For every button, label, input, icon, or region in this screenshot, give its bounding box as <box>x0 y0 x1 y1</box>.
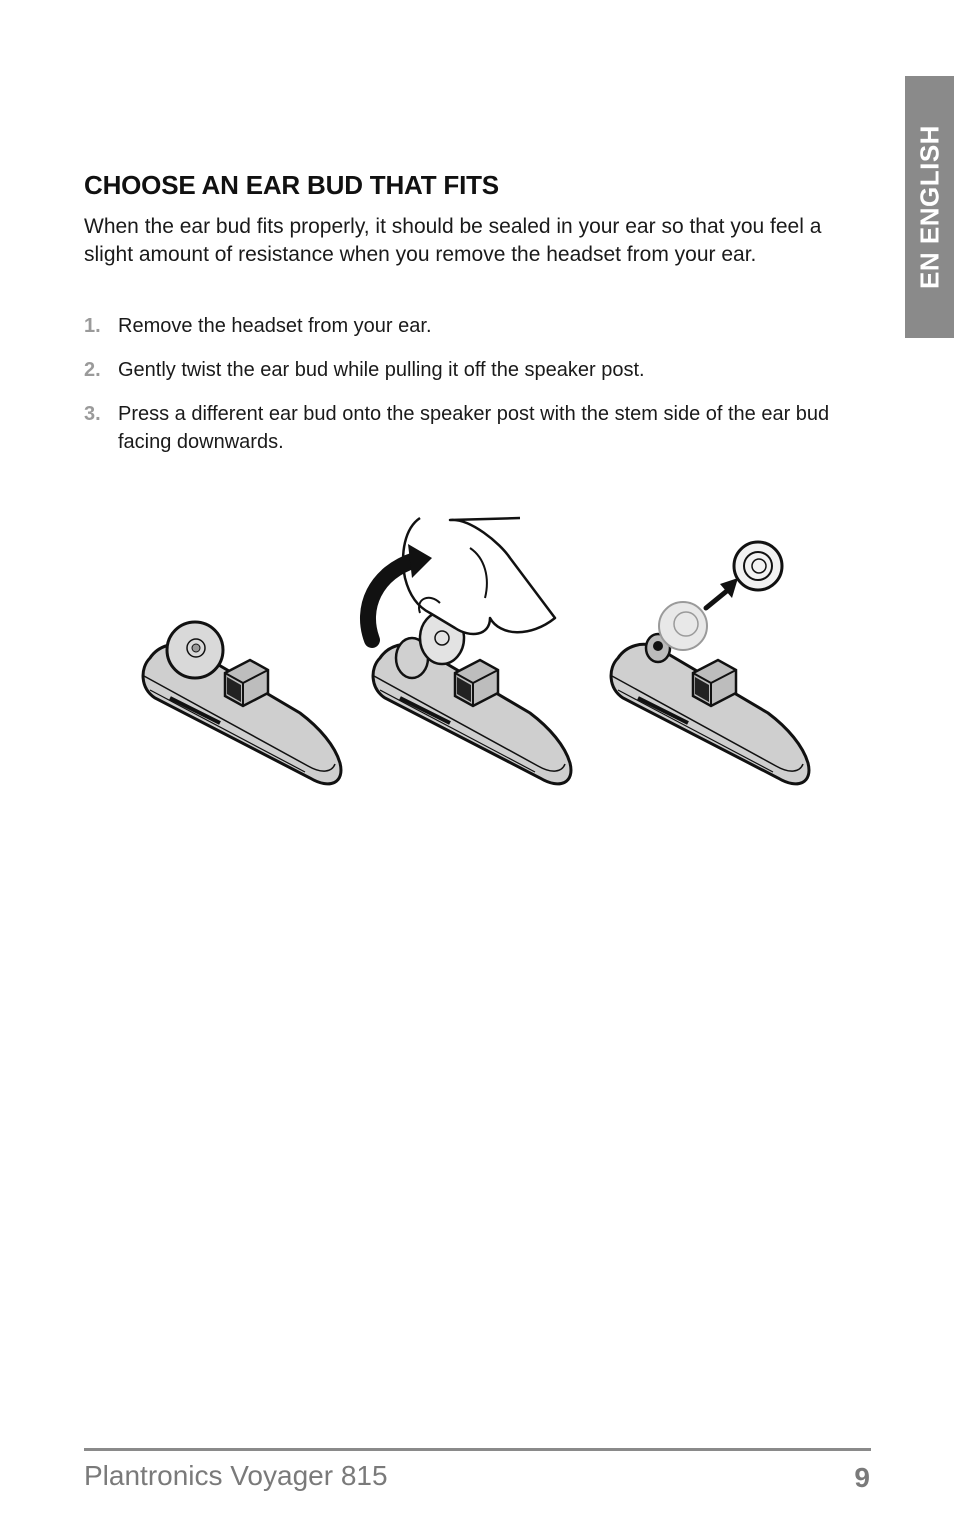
intro-paragraph: When the ear bud fits properly, it should be sealed in your ear so that you feel a slight amount of resistance when you remove the headset from your ear. <box>84 215 822 266</box>
step-item <box>84 312 864 340</box>
step-item <box>84 400 864 456</box>
step-number: 2. <box>84 359 101 381</box>
step-text: Press a different ear bud onto the speaker post with the stem side of the ear bud facing downwards. <box>118 403 830 453</box>
hand-twisting-ear-bud <box>368 518 571 784</box>
page-number: 9 <box>854 1462 870 1493</box>
step-text: Remove the headset from your ear. <box>118 315 432 337</box>
footer-divider <box>84 1448 871 1451</box>
language-tab <box>905 76 954 338</box>
ear-bud-replacement <box>611 542 809 784</box>
step-item <box>84 356 864 384</box>
ear-bud-illustration <box>130 508 820 798</box>
headset-with-ear-bud <box>143 622 341 784</box>
language-tab-label: EN ENGLISH <box>914 125 944 289</box>
steps-list <box>84 312 864 472</box>
section-title: CHOOSE AN EAR BUD THAT FITS <box>84 170 499 200</box>
step-number: 3. <box>84 403 101 425</box>
step-number: 1. <box>84 315 101 337</box>
step-text: Gently twist the ear bud while pulling it off the speaker post. <box>118 359 645 381</box>
footer-product-name: Plantronics Voyager 815 <box>84 1460 388 1491</box>
